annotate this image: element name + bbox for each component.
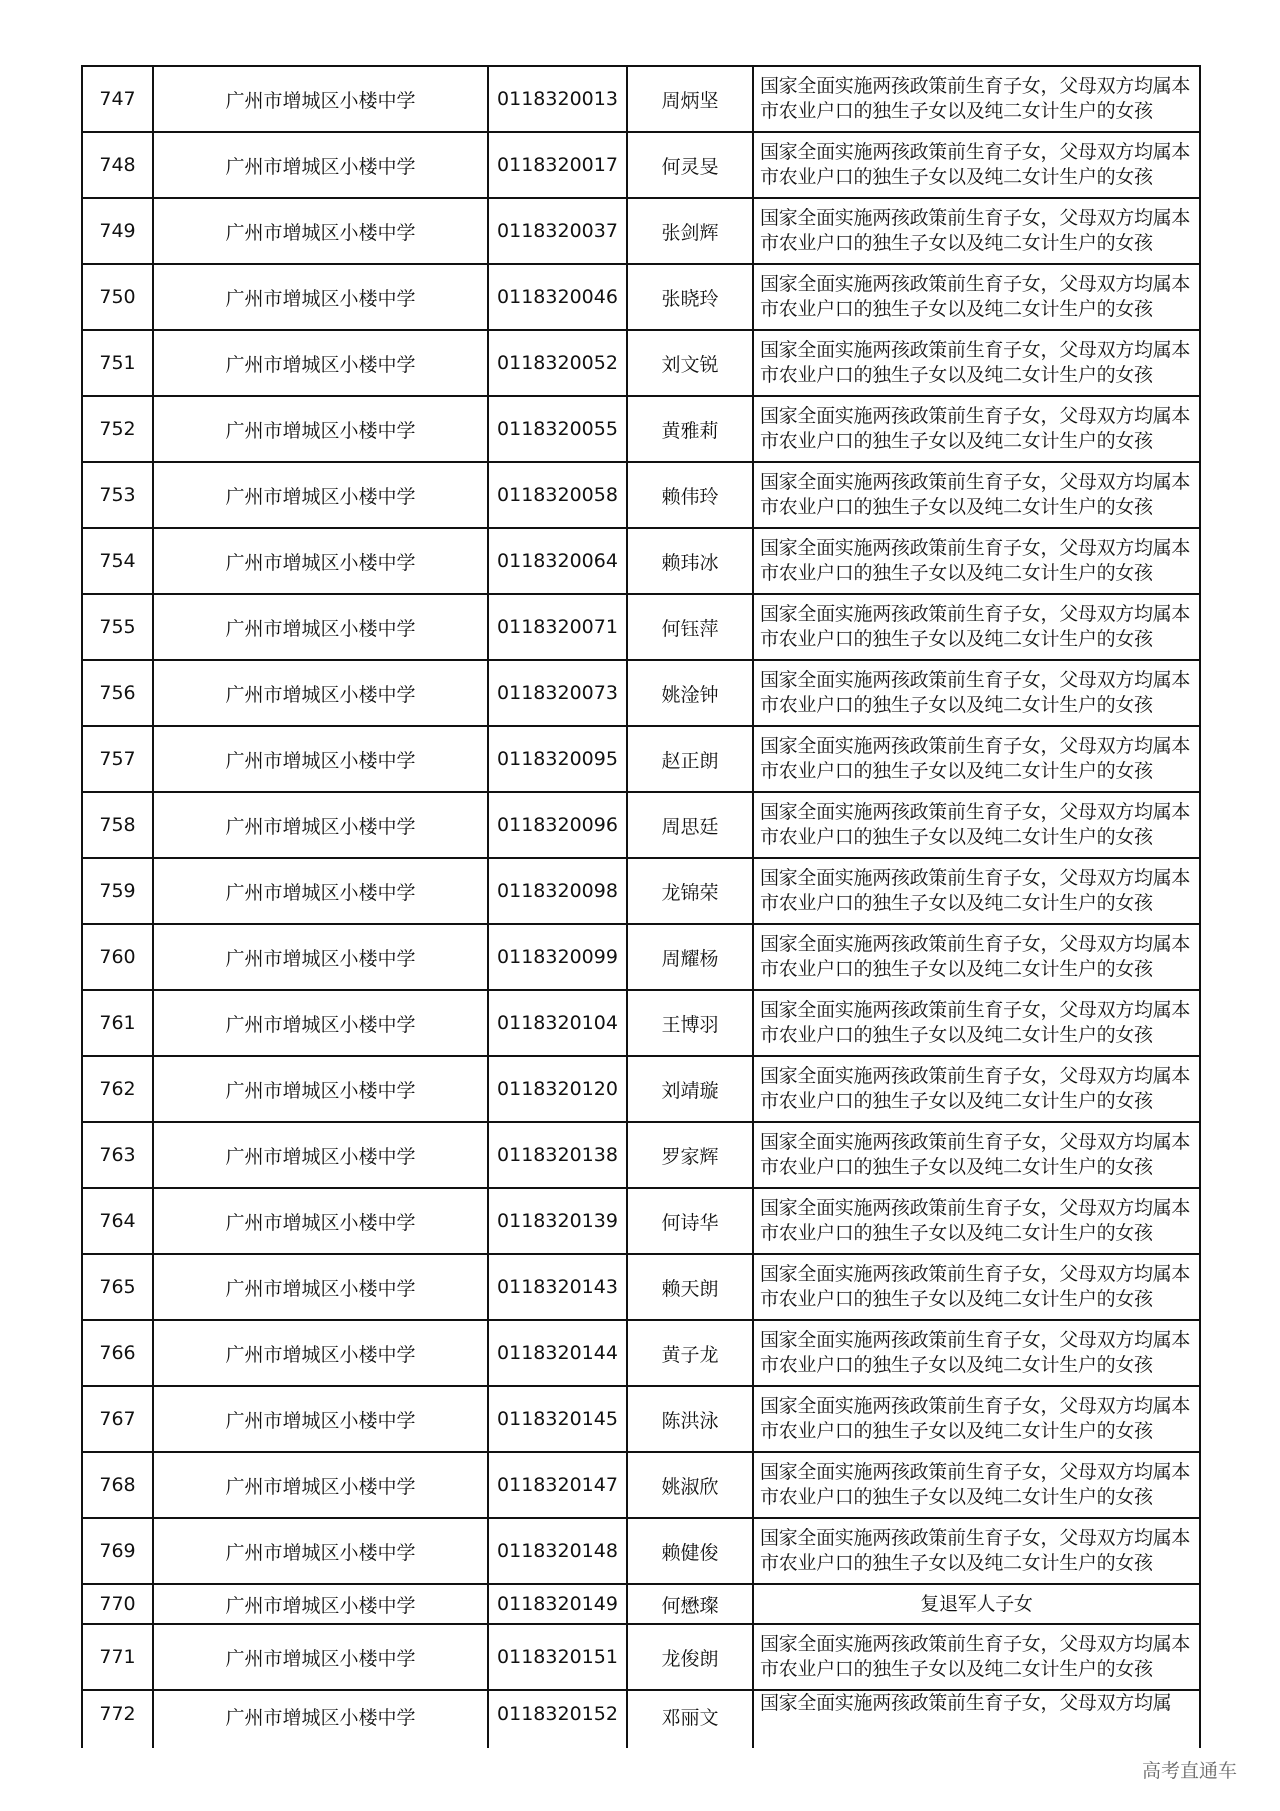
student-id-cell: 0118320138 xyxy=(488,1122,627,1188)
student-name-cell: 罗家辉 xyxy=(627,1122,753,1188)
student-id-cell: 0118320145 xyxy=(488,1386,627,1452)
student-id-cell: 0118320152 xyxy=(488,1690,627,1748)
table-row xyxy=(82,1254,1200,1320)
school-cell: 广州市增城区小楼中学 xyxy=(153,1188,488,1254)
table-row xyxy=(82,1386,1200,1452)
student-name-cell: 赖天朗 xyxy=(627,1254,753,1320)
student-id-cell: 0118320073 xyxy=(488,660,627,726)
reason-cell: 国家全面实施两孩政策前生育子女，父母双方均属本市农业户口的独生子女以及纯二女计生户的女孩 xyxy=(753,264,1200,330)
school-cell: 广州市增城区小楼中学 xyxy=(153,924,488,990)
student-name-cell: 黄雅莉 xyxy=(627,396,753,462)
table-row xyxy=(82,660,1200,726)
table-row xyxy=(82,198,1200,264)
table-row xyxy=(82,1122,1200,1188)
row-number: 756 xyxy=(82,660,153,726)
reason-cell: 国家全面实施两孩政策前生育子女，父母双方均属本市农业户口的独生子女以及纯二女计生户的女孩 xyxy=(753,726,1200,792)
table-row xyxy=(82,594,1200,660)
row-number: 760 xyxy=(82,924,153,990)
reason-cell: 国家全面实施两孩政策前生育子女，父母双方均属本市农业户口的独生子女以及纯二女计生户的女孩 xyxy=(753,198,1200,264)
reason-cell: 国家全面实施两孩政策前生育子女，父母双方均属本市农业户口的独生子女以及纯二女计生户的女孩 xyxy=(753,462,1200,528)
table-row xyxy=(82,462,1200,528)
student-name-cell: 王博羽 xyxy=(627,990,753,1056)
student-name-cell: 龙俊朗 xyxy=(627,1624,753,1690)
school-cell: 广州市增城区小楼中学 xyxy=(153,396,488,462)
row-number: 764 xyxy=(82,1188,153,1254)
reason-cell: 国家全面实施两孩政策前生育子女，父母双方均属本市农业户口的独生子女以及纯二女计生户的女孩 xyxy=(753,396,1200,462)
school-cell: 广州市增城区小楼中学 xyxy=(153,1320,488,1386)
row-number: 759 xyxy=(82,858,153,924)
row-number: 751 xyxy=(82,330,153,396)
table-row xyxy=(82,792,1200,858)
school-cell: 广州市增城区小楼中学 xyxy=(153,1386,488,1452)
student-name-cell: 姚淦钟 xyxy=(627,660,753,726)
student-id-cell: 0118320151 xyxy=(488,1624,627,1690)
student-name-cell: 周思廷 xyxy=(627,792,753,858)
student-id-cell: 0118320058 xyxy=(488,462,627,528)
school-cell: 广州市增城区小楼中学 xyxy=(153,330,488,396)
student-name-cell: 何钰萍 xyxy=(627,594,753,660)
student-id-cell: 0118320052 xyxy=(488,330,627,396)
student-name-cell: 陈洪泳 xyxy=(627,1386,753,1452)
row-number: 754 xyxy=(82,528,153,594)
student-name-cell: 刘文锐 xyxy=(627,330,753,396)
school-cell: 广州市增城区小楼中学 xyxy=(153,132,488,198)
row-number: 755 xyxy=(82,594,153,660)
student-id-cell: 0118320071 xyxy=(488,594,627,660)
student-id-cell: 0118320037 xyxy=(488,198,627,264)
table-row xyxy=(82,726,1200,792)
table-row xyxy=(82,1056,1200,1122)
student-name-cell: 赖伟玲 xyxy=(627,462,753,528)
school-cell: 广州市增城区小楼中学 xyxy=(153,660,488,726)
reason-cell: 国家全面实施两孩政策前生育子女，父母双方均属本市农业户口的独生子女以及纯二女计生户的女孩 xyxy=(753,330,1200,396)
table-row xyxy=(82,1452,1200,1518)
row-number: 749 xyxy=(82,198,153,264)
student-id-cell: 0118320064 xyxy=(488,528,627,594)
row-number: 771 xyxy=(82,1624,153,1690)
student-name-cell: 刘靖璇 xyxy=(627,1056,753,1122)
student-id-cell: 0118320104 xyxy=(488,990,627,1056)
table-row xyxy=(82,924,1200,990)
student-name-cell: 何诗华 xyxy=(627,1188,753,1254)
school-cell: 广州市增城区小楼中学 xyxy=(153,1518,488,1584)
school-cell: 广州市增城区小楼中学 xyxy=(153,594,488,660)
student-name-cell: 龙锦荣 xyxy=(627,858,753,924)
row-number: 750 xyxy=(82,264,153,330)
reason-cell: 国家全面实施两孩政策前生育子女，父母双方均属本市农业户口的独生子女以及纯二女计生户的女孩 xyxy=(753,66,1200,132)
student-id-cell: 0118320099 xyxy=(488,924,627,990)
student-id-cell: 0118320120 xyxy=(488,1056,627,1122)
student-id-cell: 0118320098 xyxy=(488,858,627,924)
row-number: 770 xyxy=(82,1584,153,1624)
student-name-cell: 邓丽文 xyxy=(627,1690,753,1748)
table-row xyxy=(82,1690,1200,1748)
school-cell: 广州市增城区小楼中学 xyxy=(153,1584,488,1624)
student-name-cell: 何懋璨 xyxy=(627,1584,753,1624)
table-row xyxy=(82,990,1200,1056)
row-number: 757 xyxy=(82,726,153,792)
student-name-cell: 张晓玲 xyxy=(627,264,753,330)
row-number: 753 xyxy=(82,462,153,528)
student-id-cell: 0118320046 xyxy=(488,264,627,330)
school-cell: 广州市增城区小楼中学 xyxy=(153,528,488,594)
table-row xyxy=(82,1320,1200,1386)
table-row xyxy=(82,1584,1200,1624)
table-row xyxy=(82,858,1200,924)
student-name-cell: 周炳坚 xyxy=(627,66,753,132)
table-row xyxy=(82,132,1200,198)
reason-cell: 国家全面实施两孩政策前生育子女，父母双方均属本市农业户口的独生子女以及纯二女计生户的女孩 xyxy=(753,924,1200,990)
school-cell: 广州市增城区小楼中学 xyxy=(153,1624,488,1690)
reason-cell: 国家全面实施两孩政策前生育子女，父母双方均属本市农业户口的独生子女以及纯二女计生户的女孩 xyxy=(753,132,1200,198)
reason-cell: 国家全面实施两孩政策前生育子女，父母双方均属本市农业户口的独生子女以及纯二女计生户的女孩 xyxy=(753,792,1200,858)
student-id-cell: 0118320055 xyxy=(488,396,627,462)
student-name-cell: 姚淑欣 xyxy=(627,1452,753,1518)
reason-cell: 国家全面实施两孩政策前生育子女，父母双方均属本市农业户口的独生子女以及纯二女计生户的女孩 xyxy=(753,1452,1200,1518)
table-row xyxy=(82,528,1200,594)
student-id-cell: 0118320017 xyxy=(488,132,627,198)
student-id-cell: 0118320095 xyxy=(488,726,627,792)
reason-cell: 国家全面实施两孩政策前生育子女，父母双方均属本市农业户口的独生子女以及纯二女计生户的女孩 xyxy=(753,594,1200,660)
reason-cell: 国家全面实施两孩政策前生育子女，父母双方均属本市农业户口的独生子女以及纯二女计生户的女孩 xyxy=(753,1386,1200,1452)
row-number: 765 xyxy=(82,1254,153,1320)
row-number: 762 xyxy=(82,1056,153,1122)
school-cell: 广州市增城区小楼中学 xyxy=(153,1056,488,1122)
row-number: 769 xyxy=(82,1518,153,1584)
row-number: 747 xyxy=(82,66,153,132)
student-id-cell: 0118320139 xyxy=(488,1188,627,1254)
student-name-cell: 张剑辉 xyxy=(627,198,753,264)
row-number: 768 xyxy=(82,1452,153,1518)
admission-list-table xyxy=(81,65,1201,1748)
row-number: 761 xyxy=(82,990,153,1056)
row-number: 763 xyxy=(82,1122,153,1188)
row-number: 758 xyxy=(82,792,153,858)
school-cell: 广州市增城区小楼中学 xyxy=(153,792,488,858)
school-cell: 广州市增城区小楼中学 xyxy=(153,1452,488,1518)
school-cell: 广州市增城区小楼中学 xyxy=(153,66,488,132)
school-cell: 广州市增城区小楼中学 xyxy=(153,858,488,924)
student-id-cell: 0118320143 xyxy=(488,1254,627,1320)
student-id-cell: 0118320148 xyxy=(488,1518,627,1584)
student-id-cell: 0118320096 xyxy=(488,792,627,858)
student-name-cell: 赖玮冰 xyxy=(627,528,753,594)
reason-cell: 国家全面实施两孩政策前生育子女，父母双方均属本市农业户口的独生子女以及纯二女计生户的女孩 xyxy=(753,1188,1200,1254)
table-row xyxy=(82,1518,1200,1584)
school-cell: 广州市增城区小楼中学 xyxy=(153,264,488,330)
table-row xyxy=(82,1624,1200,1690)
reason-cell: 国家全面实施两孩政策前生育子女，父母双方均属本市农业户口的独生子女以及纯二女计生户的女孩 xyxy=(753,990,1200,1056)
school-cell: 广州市增城区小楼中学 xyxy=(153,198,488,264)
row-number: 752 xyxy=(82,396,153,462)
row-number: 772 xyxy=(82,1690,153,1748)
reason-cell: 国家全面实施两孩政策前生育子女，父母双方均属本市农业户口的独生子女以及纯二女计生户的女孩 xyxy=(753,1122,1200,1188)
table-row xyxy=(82,396,1200,462)
school-cell: 广州市增城区小楼中学 xyxy=(153,462,488,528)
table-row xyxy=(82,264,1200,330)
school-cell: 广州市增城区小楼中学 xyxy=(153,1254,488,1320)
reason-cell: 国家全面实施两孩政策前生育子女，父母双方均属本市农业户口的独生子女以及纯二女计生户的女孩 xyxy=(753,660,1200,726)
reason-cell: 复退军人子女 xyxy=(753,1584,1200,1624)
reason-cell: 国家全面实施两孩政策前生育子女，父母双方均属本市农业户口的独生子女以及纯二女计生户的女孩 xyxy=(753,1320,1200,1386)
row-number: 767 xyxy=(82,1386,153,1452)
school-cell: 广州市增城区小楼中学 xyxy=(153,1690,488,1748)
reason-cell: 国家全面实施两孩政策前生育子女，父母双方均属 xyxy=(753,1690,1200,1748)
table-row xyxy=(82,330,1200,396)
student-id-cell: 0118320144 xyxy=(488,1320,627,1386)
reason-cell: 国家全面实施两孩政策前生育子女，父母双方均属本市农业户口的独生子女以及纯二女计生户的女孩 xyxy=(753,528,1200,594)
student-name-cell: 赖健俊 xyxy=(627,1518,753,1584)
student-name-cell: 何灵旻 xyxy=(627,132,753,198)
student-name-cell: 周耀杨 xyxy=(627,924,753,990)
student-id-cell: 0118320013 xyxy=(488,66,627,132)
table-row xyxy=(82,1188,1200,1254)
school-cell: 广州市增城区小楼中学 xyxy=(153,1122,488,1188)
table-row xyxy=(82,66,1200,132)
school-cell: 广州市增城区小楼中学 xyxy=(153,726,488,792)
watermark: 高考直通车 xyxy=(1142,1760,1238,1782)
student-id-cell: 0118320149 xyxy=(488,1584,627,1624)
reason-cell: 国家全面实施两孩政策前生育子女，父母双方均属本市农业户口的独生子女以及纯二女计生户的女孩 xyxy=(753,1254,1200,1320)
row-number: 748 xyxy=(82,132,153,198)
row-number: 766 xyxy=(82,1320,153,1386)
reason-cell: 国家全面实施两孩政策前生育子女，父母双方均属本市农业户口的独生子女以及纯二女计生户的女孩 xyxy=(753,858,1200,924)
student-id-cell: 0118320147 xyxy=(488,1452,627,1518)
reason-cell: 国家全面实施两孩政策前生育子女，父母双方均属本市农业户口的独生子女以及纯二女计生户的女孩 xyxy=(753,1518,1200,1584)
student-name-cell: 黄子龙 xyxy=(627,1320,753,1386)
reason-cell: 国家全面实施两孩政策前生育子女，父母双方均属本市农业户口的独生子女以及纯二女计生户的女孩 xyxy=(753,1056,1200,1122)
student-name-cell: 赵正朗 xyxy=(627,726,753,792)
school-cell: 广州市增城区小楼中学 xyxy=(153,990,488,1056)
reason-cell: 国家全面实施两孩政策前生育子女，父母双方均属本市农业户口的独生子女以及纯二女计生户的女孩 xyxy=(753,1624,1200,1690)
